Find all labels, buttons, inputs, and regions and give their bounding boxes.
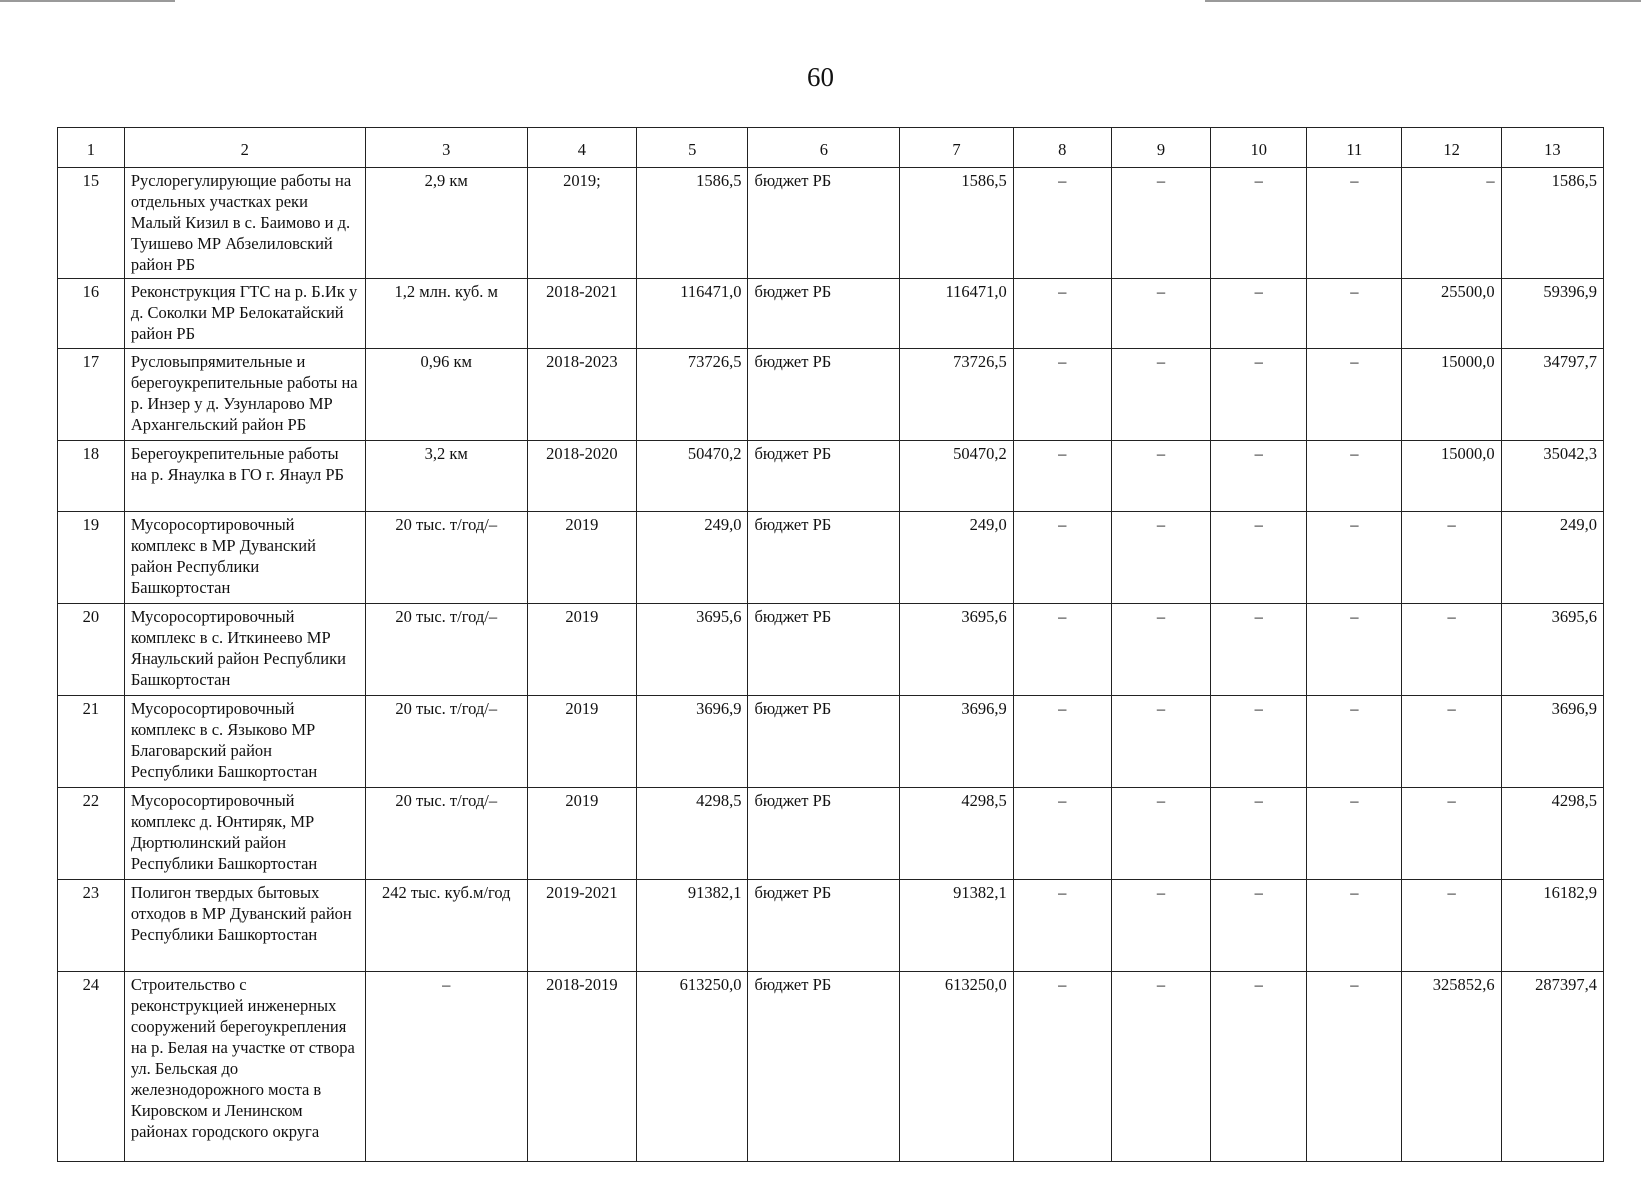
scan-edge-line-right	[1205, 0, 1641, 2]
period: 2019;	[527, 168, 636, 279]
cell-col-13: 1586,5	[1501, 168, 1603, 279]
cell-col-9: –	[1111, 441, 1210, 512]
total: 3695,6	[900, 604, 1013, 696]
cell-col-8: –	[1013, 168, 1111, 279]
total: 50470,2	[900, 441, 1013, 512]
period: 2019	[527, 512, 636, 604]
page-number: 60	[807, 62, 834, 92]
cell-col-9: –	[1111, 279, 1210, 349]
period: 2019	[527, 696, 636, 788]
cell-col-8: –	[1013, 696, 1111, 788]
cell-col-12: 15000,0	[1402, 349, 1501, 441]
capacity: 242 тыс. куб.м/год	[365, 880, 527, 972]
cost: 91382,1	[637, 880, 748, 972]
capacity: 1,2 млн. куб. м	[365, 279, 527, 349]
cell-col-10: –	[1211, 880, 1307, 972]
table-row	[58, 349, 1604, 441]
cell-col-9: –	[1111, 696, 1210, 788]
table-row	[58, 512, 1604, 604]
column-header: 2	[124, 128, 365, 168]
funding-source: бюджет РБ	[748, 880, 900, 972]
cell-col-13: 249,0	[1501, 512, 1603, 604]
cell-col-11: –	[1307, 512, 1402, 604]
row-number: 16	[58, 279, 125, 349]
column-header: 6	[748, 128, 900, 168]
row-number: 22	[58, 788, 125, 880]
cell-col-13: 287397,4	[1501, 972, 1603, 1162]
object-name: Мусоросортировочный комплекс в с. Языково МР Благоварский район Республики Башкортостан	[124, 696, 365, 788]
cell-col-8: –	[1013, 512, 1111, 604]
header-row	[58, 128, 1604, 168]
period: 2019	[527, 788, 636, 880]
cell-col-11: –	[1307, 788, 1402, 880]
capacity: 3,2 км	[365, 441, 527, 512]
cell-col-12: –	[1402, 880, 1501, 972]
column-header: 5	[637, 128, 748, 168]
row-number: 21	[58, 696, 125, 788]
total: 4298,5	[900, 788, 1013, 880]
cell-col-9: –	[1111, 880, 1210, 972]
column-header: 12	[1402, 128, 1501, 168]
funding-source: бюджет РБ	[748, 349, 900, 441]
cell-col-12: –	[1402, 788, 1501, 880]
cell-col-9: –	[1111, 972, 1210, 1162]
cell-col-8: –	[1013, 349, 1111, 441]
table-row	[58, 168, 1604, 279]
cost: 3696,9	[637, 696, 748, 788]
cell-col-13: 59396,9	[1501, 279, 1603, 349]
cell-col-10: –	[1211, 279, 1307, 349]
cell-col-9: –	[1111, 168, 1210, 279]
column-header: 7	[900, 128, 1013, 168]
cell-col-9: –	[1111, 788, 1210, 880]
cell-col-11: –	[1307, 279, 1402, 349]
period: 2019	[527, 604, 636, 696]
cell-col-12: –	[1402, 512, 1501, 604]
data-table	[57, 127, 1604, 1162]
cost: 613250,0	[637, 972, 748, 1162]
cell-col-10: –	[1211, 441, 1307, 512]
column-header: 3	[365, 128, 527, 168]
cell-col-8: –	[1013, 972, 1111, 1162]
cost: 73726,5	[637, 349, 748, 441]
row-number: 19	[58, 512, 125, 604]
capacity: 2,9 км	[365, 168, 527, 279]
cell-col-8: –	[1013, 604, 1111, 696]
object-name: Строительство с реконструкцией инженерных сооружений берегоукрепления на р. Белая на участке от створа ул. Бельская до железнодорожного моста в Кировском и Ленинском районах городского округа	[124, 972, 365, 1162]
table-row	[58, 279, 1604, 349]
period: 2018-2021	[527, 279, 636, 349]
row-number: 15	[58, 168, 125, 279]
object-name: Берегоукрепительные работы на р. Янаулка в ГО г. Янаул РБ	[124, 441, 365, 512]
capacity: 20 тыс. т/год/–	[365, 604, 527, 696]
total: 73726,5	[900, 349, 1013, 441]
funding-source: бюджет РБ	[748, 696, 900, 788]
object-name: Мусоросортировочный комплекс в МР Дуванский район Республики Башкортостан	[124, 512, 365, 604]
row-number: 18	[58, 441, 125, 512]
cell-col-12: 15000,0	[1402, 441, 1501, 512]
cell-col-13: 4298,5	[1501, 788, 1603, 880]
cell-col-8: –	[1013, 441, 1111, 512]
period: 2019-2021	[527, 880, 636, 972]
cell-col-11: –	[1307, 441, 1402, 512]
funding-source: бюджет РБ	[748, 512, 900, 604]
cell-col-9: –	[1111, 512, 1210, 604]
capacity: –	[365, 972, 527, 1162]
row-number: 23	[58, 880, 125, 972]
period: 2018-2023	[527, 349, 636, 441]
cell-col-9: –	[1111, 604, 1210, 696]
cost: 249,0	[637, 512, 748, 604]
object-name: Руслорегулирующие работы на отдельных участках реки Малый Кизил в с. Баимово и д. Туишево МР Абзелиловский район РБ	[124, 168, 365, 279]
cell-col-13: 35042,3	[1501, 441, 1603, 512]
row-number: 17	[58, 349, 125, 441]
funding-source: бюджет РБ	[748, 168, 900, 279]
period: 2018-2019	[527, 972, 636, 1162]
cell-col-13: 34797,7	[1501, 349, 1603, 441]
table-row	[58, 788, 1604, 880]
cell-col-13: 3695,6	[1501, 604, 1603, 696]
column-header: 11	[1307, 128, 1402, 168]
cost: 4298,5	[637, 788, 748, 880]
cell-col-11: –	[1307, 880, 1402, 972]
cost: 1586,5	[637, 168, 748, 279]
table-row	[58, 604, 1604, 696]
table-row	[58, 441, 1604, 512]
cell-col-10: –	[1211, 168, 1307, 279]
object-name: Полигон твердых бытовых отходов в МР Дуванский район Республики Башкортостан	[124, 880, 365, 972]
funding-source: бюджет РБ	[748, 972, 900, 1162]
object-name: Мусоросортировочный комплекс в с. Иткинеево МР Янаульский район Республики Башкортостан	[124, 604, 365, 696]
cell-col-11: –	[1307, 349, 1402, 441]
cell-col-13: 16182,9	[1501, 880, 1603, 972]
table-row	[58, 972, 1604, 1162]
cell-col-10: –	[1211, 512, 1307, 604]
cell-col-12: 25500,0	[1402, 279, 1501, 349]
row-number: 20	[58, 604, 125, 696]
total: 249,0	[900, 512, 1013, 604]
cell-col-10: –	[1211, 696, 1307, 788]
total: 91382,1	[900, 880, 1013, 972]
period: 2018-2020	[527, 441, 636, 512]
cost: 116471,0	[637, 279, 748, 349]
cell-col-12: 325852,6	[1402, 972, 1501, 1162]
cell-col-8: –	[1013, 880, 1111, 972]
cell-col-12: –	[1402, 604, 1501, 696]
column-header: 9	[1111, 128, 1210, 168]
cell-col-11: –	[1307, 604, 1402, 696]
cell-col-10: –	[1211, 604, 1307, 696]
column-header: 13	[1501, 128, 1603, 168]
funding-source: бюджет РБ	[748, 788, 900, 880]
cell-col-11: –	[1307, 168, 1402, 279]
column-header: 10	[1211, 128, 1307, 168]
total: 1586,5	[900, 168, 1013, 279]
cell-col-10: –	[1211, 349, 1307, 441]
table-row	[58, 696, 1604, 788]
object-name: Русловыпрямительные и берегоукрепительные работы на р. Инзер у д. Узунларово МР Архангельский район РБ	[124, 349, 365, 441]
object-name: Мусоросортировочный комплекс д. Юнтиряк, МР Дюртюлинский район Республики Башкортостан	[124, 788, 365, 880]
cell-col-8: –	[1013, 279, 1111, 349]
column-header: 4	[527, 128, 636, 168]
cell-col-13: 3696,9	[1501, 696, 1603, 788]
funding-source: бюджет РБ	[748, 279, 900, 349]
cell-col-10: –	[1211, 788, 1307, 880]
total: 3696,9	[900, 696, 1013, 788]
total: 116471,0	[900, 279, 1013, 349]
column-header: 1	[58, 128, 125, 168]
funding-source: бюджет РБ	[748, 604, 900, 696]
column-header: 8	[1013, 128, 1111, 168]
table-row	[58, 880, 1604, 972]
cell-col-10: –	[1211, 972, 1307, 1162]
cell-col-12: –	[1402, 168, 1501, 279]
capacity: 20 тыс. т/год/–	[365, 696, 527, 788]
row-number: 24	[58, 972, 125, 1162]
scan-edge-line-left	[0, 0, 175, 2]
capacity: 20 тыс. т/год/–	[365, 512, 527, 604]
funding-source: бюджет РБ	[748, 441, 900, 512]
capacity: 20 тыс. т/год/–	[365, 788, 527, 880]
object-name: Реконструкция ГТС на р. Б.Ик у д. Соколки МР Белокатайский район РБ	[124, 279, 365, 349]
cell-col-11: –	[1307, 696, 1402, 788]
cell-col-9: –	[1111, 349, 1210, 441]
capacity: 0,96 км	[365, 349, 527, 441]
cost: 3695,6	[637, 604, 748, 696]
cost: 50470,2	[637, 441, 748, 512]
cell-col-8: –	[1013, 788, 1111, 880]
cell-col-12: –	[1402, 696, 1501, 788]
cell-col-11: –	[1307, 972, 1402, 1162]
total: 613250,0	[900, 972, 1013, 1162]
